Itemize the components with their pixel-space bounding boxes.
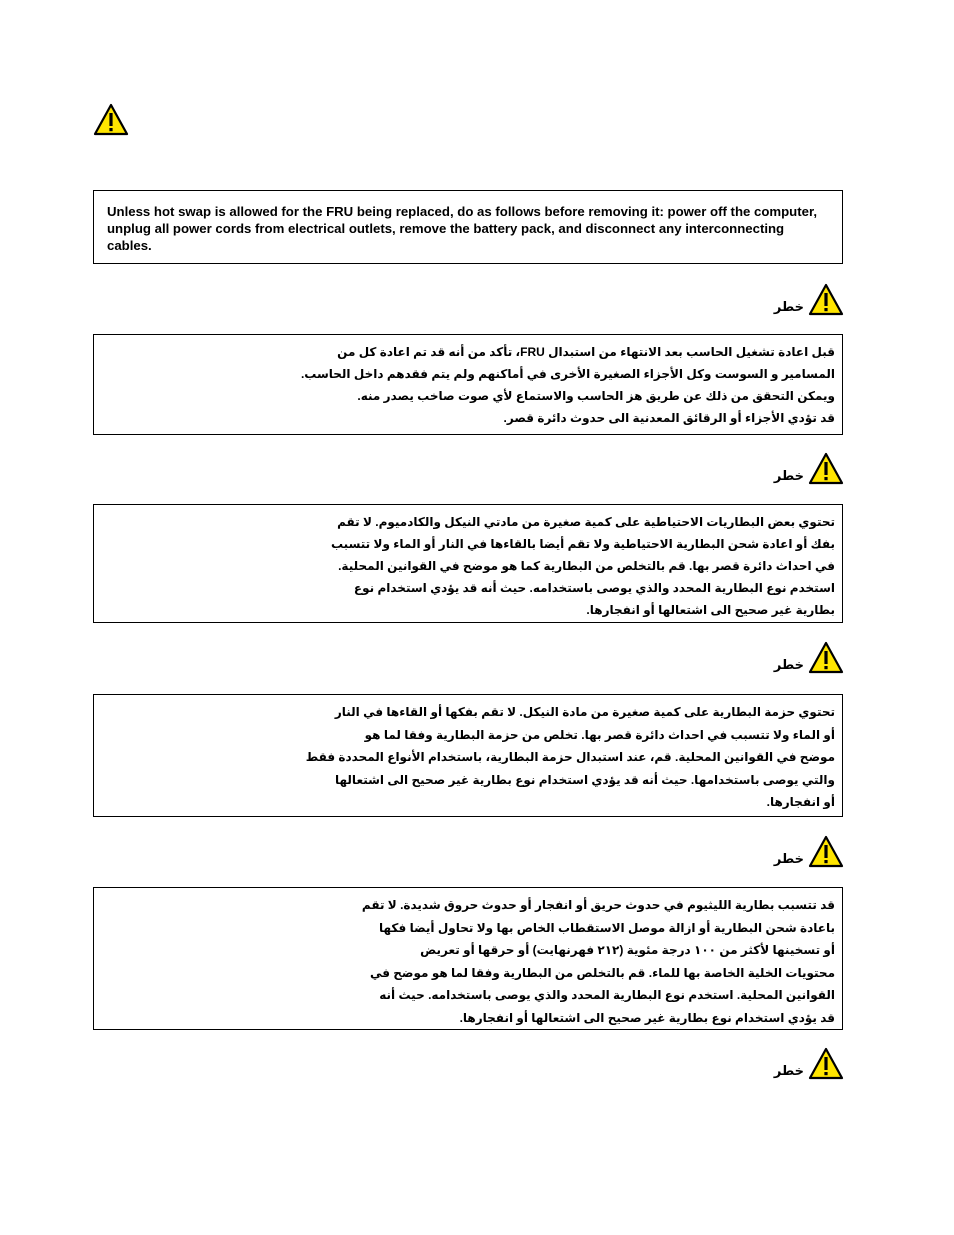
notice-line: قد تتسبب بطارية الليثيوم في حدوث حريق أو انفجار أو حدوث حروق شديدة. لا تقم (361, 898, 835, 912)
notice-line: استخدم نوع البطارية المحدد والذي يوصى باستخدامه. حيث أنه قد يؤدي استخدام نوع (353, 581, 835, 595)
danger-notice-box-3 (93, 694, 843, 817)
notice-line: قد تؤدي الأجزاء أو الرقائق المعدنية الى حدوث دائرة قصر. (503, 411, 835, 425)
notice-line: ويمكن التحقق من ذلك عن طريق هز الحاسب والاستماع لأي صوت صاخب يصدر منه. (357, 389, 835, 403)
danger-warning-triangle-icon (808, 1047, 844, 1080)
notice-line: المسامير و السوست وكل الأجزاء الصغيرة الأخرى في أماكنهم ولم يتم فقدهم داخل الحاسب. (300, 367, 835, 381)
notice-line: موضح في القوانين المحلية. قم، عند استبدال حزمة البطارية، باستخدام الأنواع المحددة فقط (305, 750, 835, 764)
danger-warning-triangle-icon (808, 283, 844, 316)
danger-notice-box-1 (93, 334, 843, 435)
danger-header-2 (774, 452, 844, 485)
notice-line: تحتوي حزمة البطارية على كمية صغيرة من مادة النيكل. لا تقم بفكها أو القاءها في النار (334, 705, 835, 719)
danger-header-1 (774, 283, 844, 316)
danger-header-4 (774, 835, 844, 868)
danger-notice-box-4 (93, 887, 843, 1030)
notice-line: أو انفجارها. (766, 795, 835, 809)
danger-label: خطر (773, 1063, 804, 1078)
danger-warning-triangle-icon (808, 641, 844, 674)
notice-line: أو الماء ولا تتسبب في احداث دائرة قصر بها. تخلص من حزمة البطارية وفقا لما هو (364, 727, 835, 742)
danger-label: خطر (773, 657, 804, 672)
danger-warning-triangle-icon (808, 452, 844, 485)
caution-warning-triangle-icon (93, 103, 129, 136)
danger-header-5 (774, 1047, 844, 1080)
notice-line: أو تسخينها لأكثر من ١٠٠ درجة مئوية (٢١٢ فهرنهايت) أو حرقها أو تعريض (420, 943, 835, 957)
danger-header-3 (774, 641, 844, 674)
caution-notice-box (93, 190, 843, 264)
notice-line: قبل اعادة تشغيل الحاسب بعد الانتهاء من استبدال FRU، تأكد من أنه قد تم اعادة كل من (337, 345, 835, 359)
notice-line: قد يؤدي استخدام نوع بطارية غير صحيح الى اشتعالها أو انفجارها. (459, 1010, 835, 1025)
notice-line: باعادة شحن البطارية أو ازالة موصل الاستقطاب الخاص بها ولا تحاول أيضا فكها (379, 920, 835, 935)
notice-line: تحتوي بعض البطاريات الاحتياطية على كمية صغيرة من مادتي النيكل والكادميوم. لا تقم (337, 515, 835, 529)
notice-line: بفك أو اعادة شحن البطارية الاحتياطية ولا تقم أيضا بالقاءها في النار أو الماء ولا تتسبب (330, 537, 835, 551)
danger-label: خطر (773, 468, 804, 483)
danger-notice-box-2 (93, 504, 843, 623)
danger-warning-triangle-icon (808, 835, 844, 868)
notice-line: والتي يوصى باستخدامها. حيث أنه قد يؤدي استخدام نوع بطارية غير صحيح الى اشتعالها (335, 772, 835, 787)
danger-label: خطر (773, 299, 804, 314)
notice-line: في احداث دائرة قصر بها. قم بالتخلص من البطارية كما هو موضح في القوانين المحلية. (338, 559, 835, 573)
caution-notice-text: Unless hot swap is allowed for the FRU being replaced, do as follows before removing it: power off the computer, unplug all power cords from electrical outlets, remove the battery pack, and disconnect any interconnecting cables. (107, 204, 818, 253)
notice-line: القوانين المحلية. استخدم نوع البطارية المحدد والذي يوصى باستخدامه. حيث أنه (379, 988, 835, 1002)
notice-line: محتويات الخلية الخاصة بها للماء. قم بالتخلص من البطارية وفقا لما هو موضح في (369, 965, 835, 980)
danger-label: خطر (773, 851, 804, 866)
notice-line: بطارية غير صحيح الى اشتعالها أو انفجارها. (586, 603, 835, 617)
